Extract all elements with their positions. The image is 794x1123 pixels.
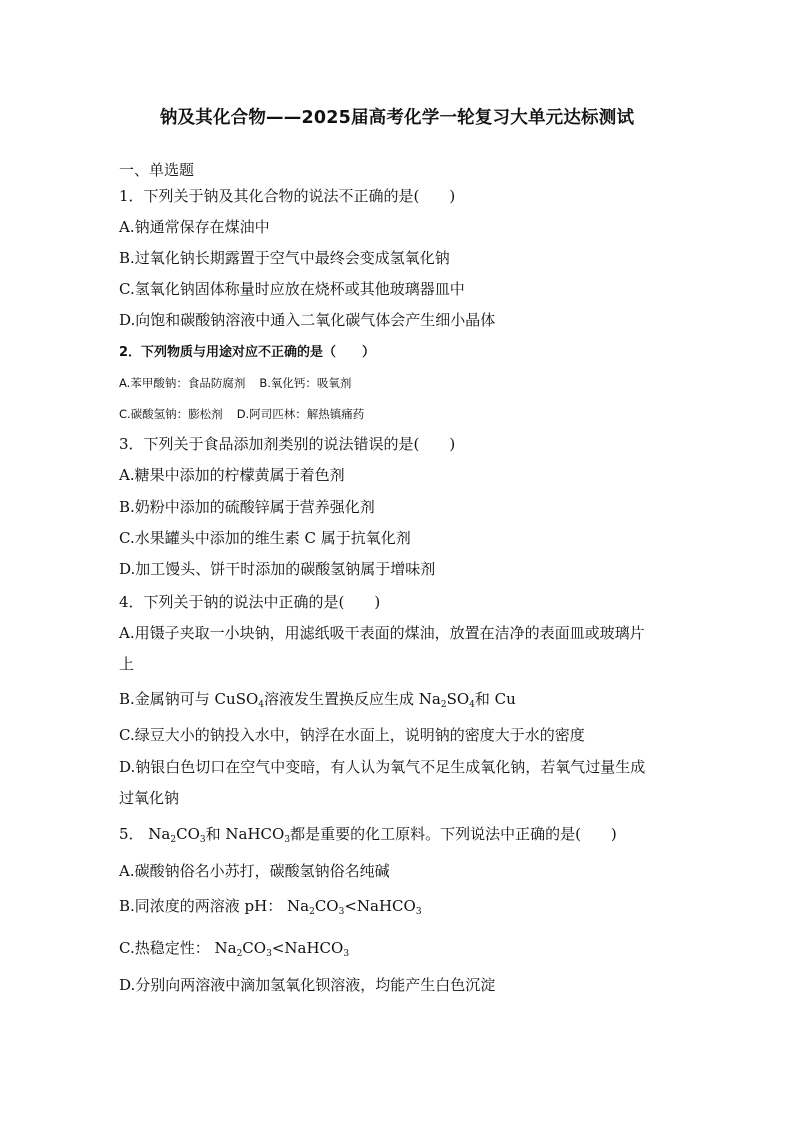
q2-option-a: A.苯甲酸钠：食品防腐剂 xyxy=(119,376,246,390)
q1-option-d: D.向饱和碳酸钠溶液中通入二氧化碳气体会产生细小晶体 xyxy=(119,311,496,329)
q2-option-b: B.氧化钙：吸氧剂 xyxy=(259,376,352,390)
q3-option-b: B.奶粉中添加的硫酸锌属于营养强化剂 xyxy=(119,498,375,516)
q4-b-text-3: SO xyxy=(446,690,470,708)
q4-option-d-line-1: D.钠银白色切口在空气中变暗，有人认为氧气不足生成氧化钠，若氧气过量生成 xyxy=(119,758,646,776)
q1-stem: 1．下列关于钠及其化合物的说法不正确的是( ) xyxy=(119,187,456,205)
q5-b-sub-3: 3 xyxy=(415,907,422,917)
q2-option-d: D.阿司匹林：解热镇痛药 xyxy=(236,407,365,421)
q1-option-b: B.过氧化钠长期露置于空气中最终会变成氢氧化钠 xyxy=(119,249,450,267)
q3-option-c: C.水果罐头中添加的维生素 C 属于抗氧化剂 xyxy=(119,529,411,547)
q5-option-d: D.分别向两溶液中滴加氢氧化钡溶液，均能产生白色沉淀 xyxy=(119,976,496,994)
q5-b-sub-2: 3 xyxy=(338,907,345,917)
q5-stem-text-4: 都是重要的化工原料。下列说法中正确的是( ) xyxy=(290,825,617,843)
q4-b-text-4: 和 Cu xyxy=(474,690,516,708)
q5-c-sub-2: 3 xyxy=(266,949,272,959)
q5-c-text-1: C.热稳定性： Na xyxy=(119,939,237,957)
q1-option-a: A.钠通常保存在煤油中 xyxy=(119,218,270,236)
q1-option-c: C.氢氧化钠固体称量时应放在烧杯或其他玻璃器皿中 xyxy=(119,280,465,298)
q4-option-a-line-2: 上 xyxy=(119,655,135,673)
q5-stem-sub-3: 3 xyxy=(284,835,291,845)
q3-option-d: D.加工馒头、饼干时添加的碳酸氢钠属于增味剂 xyxy=(119,560,436,578)
q5-c-sub-3: 3 xyxy=(343,949,350,959)
q5-b-sub-1: 2 xyxy=(309,907,315,917)
q5-stem-text-1: 5． Na xyxy=(119,825,171,843)
q5-stem xyxy=(119,824,617,844)
q5-b-text-3: <NaHCO xyxy=(344,897,416,915)
q2-option-c: C.碳酸氢钠：膨松剂 xyxy=(119,407,223,421)
q5-option-a: A.碳酸钠俗名小苏打，碳酸氢钠俗名纯碱 xyxy=(119,862,390,880)
section-heading: 一、单选题 xyxy=(119,161,195,179)
q5-stem-sub-1: 2 xyxy=(170,835,177,845)
q5-b-text-2: CO xyxy=(314,897,339,915)
q3-option-a: A.糖果中添加的柠檬黄属于着色剂 xyxy=(119,466,345,484)
q4-b-text-2: 溶液发生置换反应生成 Na xyxy=(264,690,441,708)
q5-c-text-3: <NaHCO xyxy=(271,939,344,957)
q4-stem: 4．下列关于钠的说法中正确的是( ) xyxy=(119,593,381,611)
q5-option-c xyxy=(119,938,349,958)
document-title: 钠及其化合物——2025届高考化学一轮复习大单元达标测试 xyxy=(159,108,635,128)
q4-b-text-1: B.金属钠可与 CuSO xyxy=(119,690,259,708)
q5-stem-text-2: CO xyxy=(176,825,200,843)
q2-options-row-1 xyxy=(119,373,351,393)
q4-option-b xyxy=(119,689,516,709)
q4-b-sub-2: 2 xyxy=(440,700,447,710)
q5-stem-sub-2: 3 xyxy=(199,835,206,845)
q5-stem-text-3: 和 NaHCO xyxy=(205,825,285,843)
q4-option-a-line-1: A.用镊子夹取一小块钠，用滤纸吸干表面的煤油，放置在洁净的表面皿或玻璃片 xyxy=(119,624,645,642)
q5-c-sub-1: 2 xyxy=(236,949,243,959)
q4-b-sub-3: 4 xyxy=(469,700,475,710)
q3-stem: 3．下列关于食品添加剂类别的说法错误的是( ) xyxy=(119,435,456,453)
q2-stem: 2．下列物质与用途对应不正确的是（ ） xyxy=(119,345,376,360)
q5-c-text-2: CO xyxy=(242,939,267,957)
q4-option-d-line-2: 过氧化钠 xyxy=(119,789,180,807)
q5-b-text-1: B.同浓度的两溶液 pH： Na xyxy=(119,897,310,915)
q4-b-sub-1: 4 xyxy=(258,700,265,710)
q4-option-c: C.绿豆大小的钠投入水中，钠浮在水面上，说明钠的密度大于水的密度 xyxy=(119,726,585,744)
q5-option-b xyxy=(119,896,422,916)
q2-options-row-2 xyxy=(119,404,364,424)
